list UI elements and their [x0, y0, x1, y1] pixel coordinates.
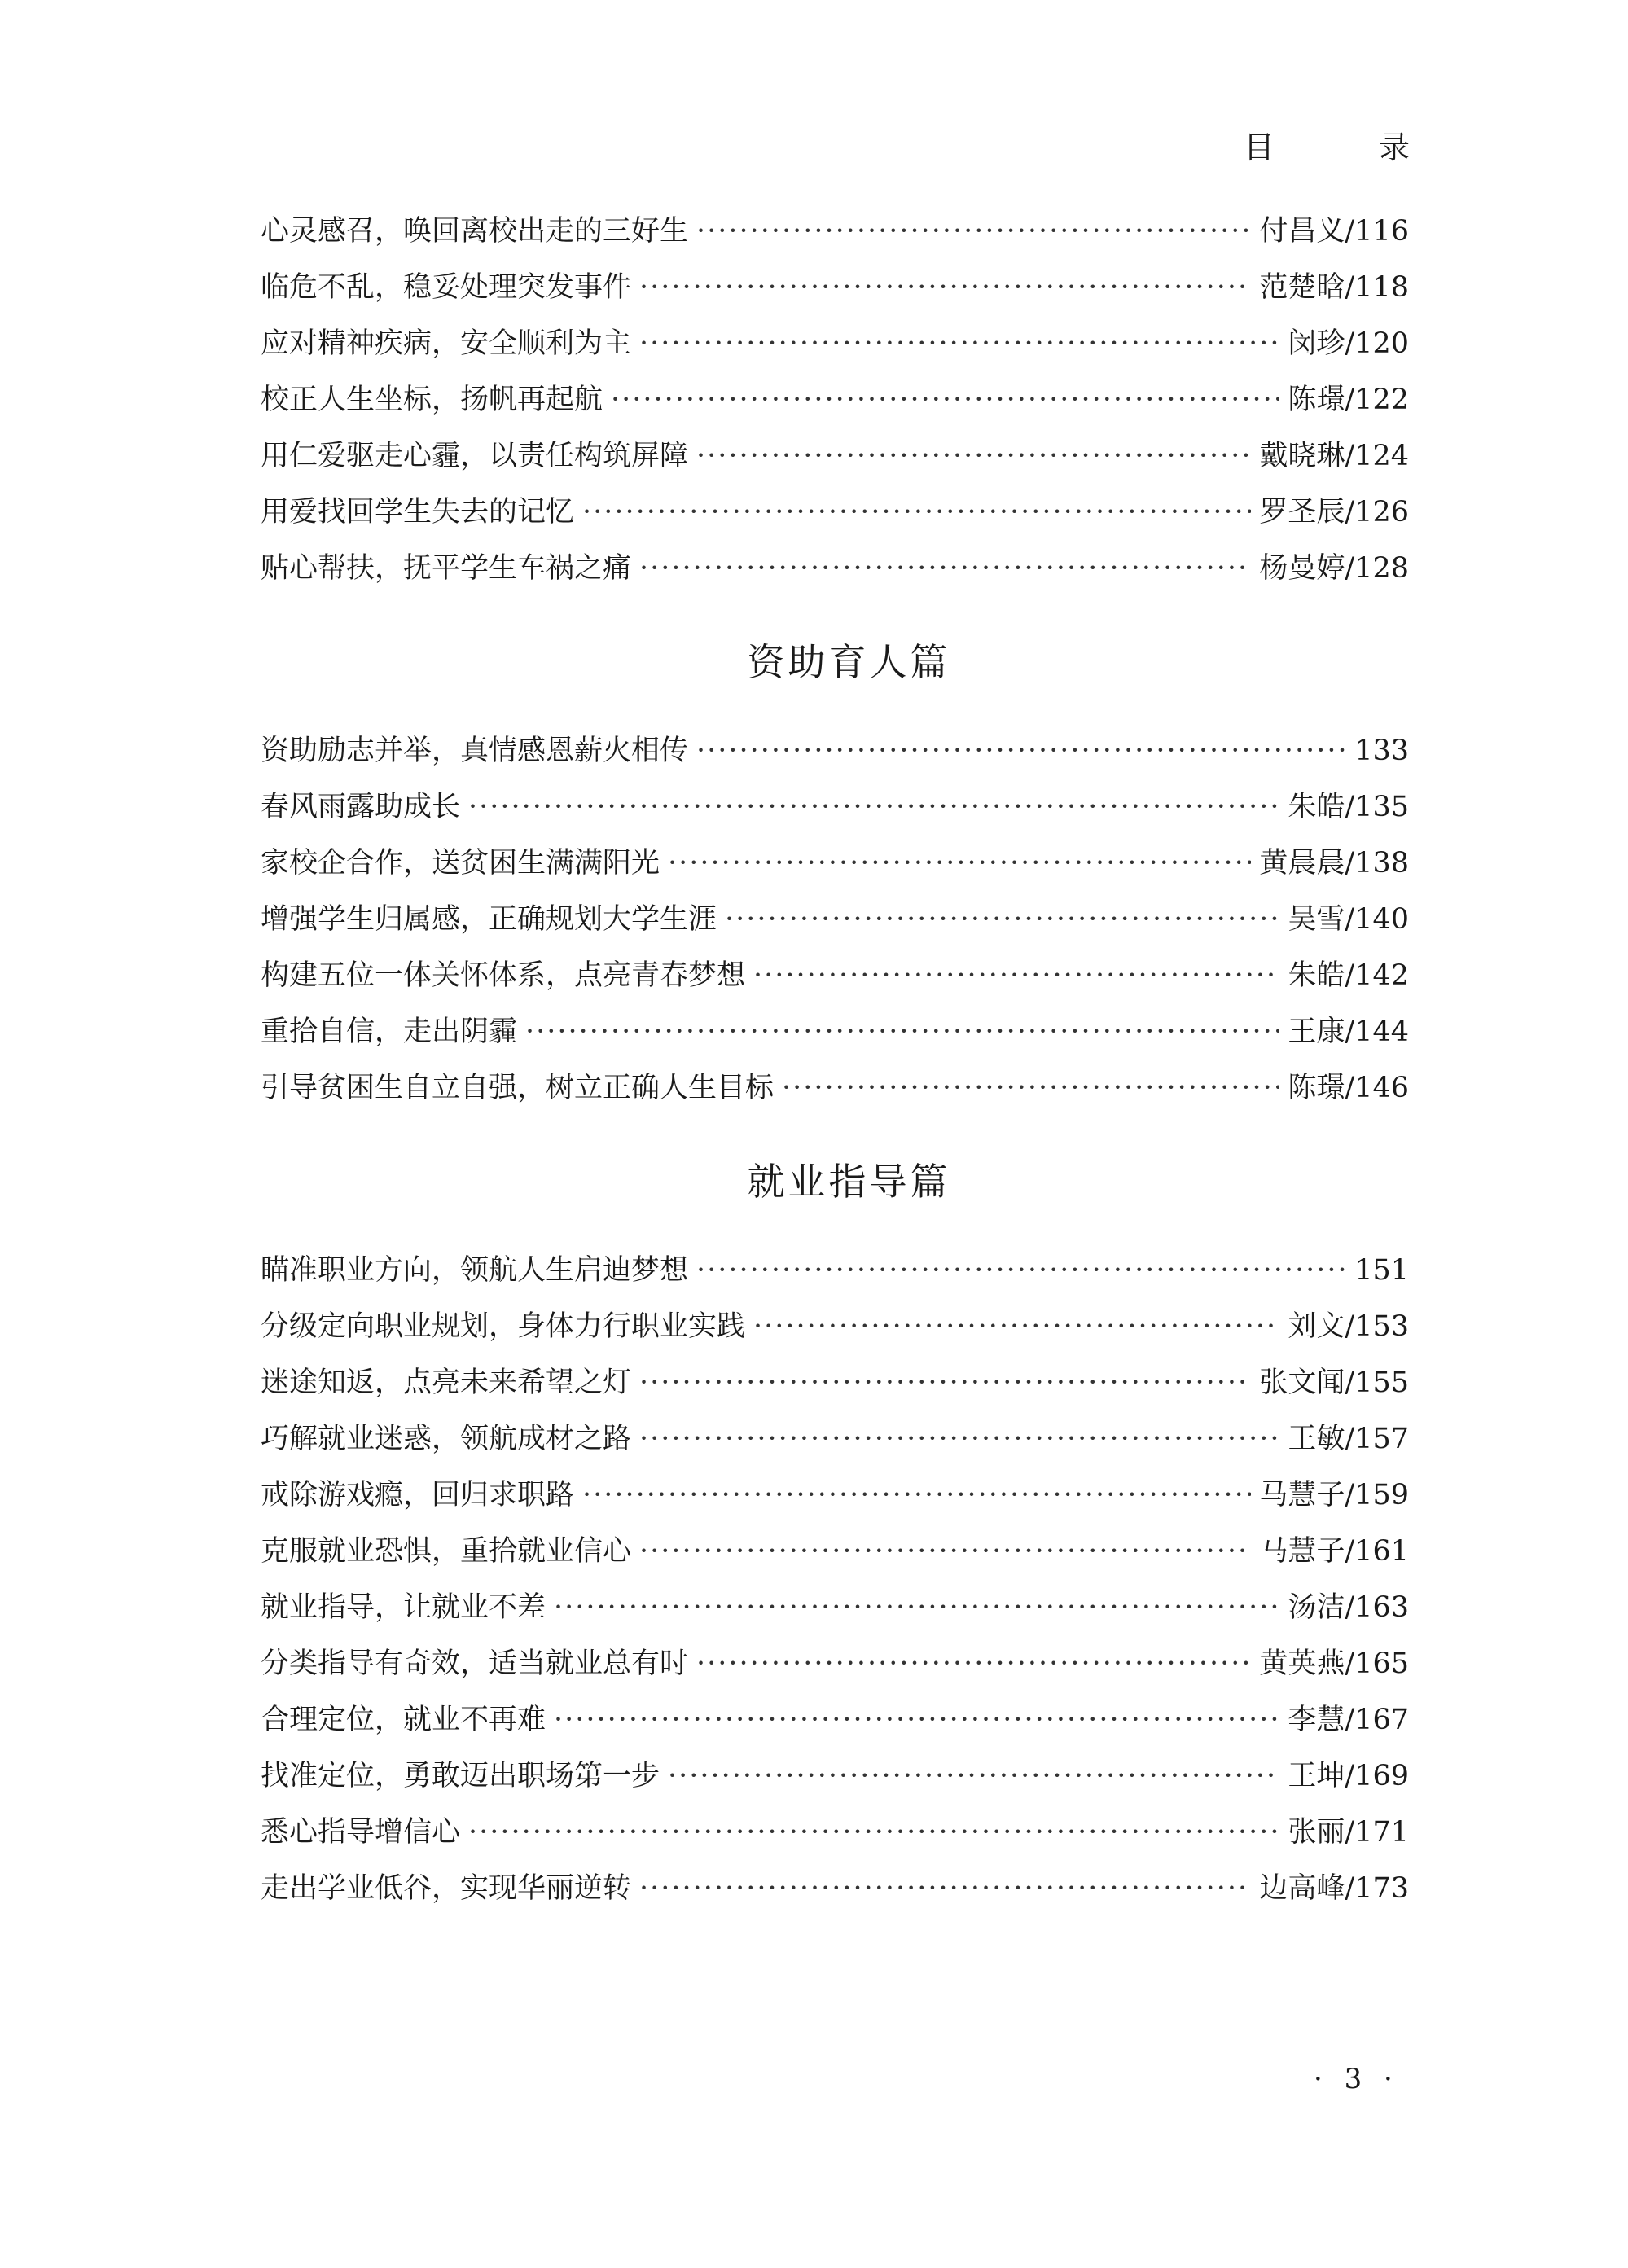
entry-title: 家校企合作，送贫困生满满阳光: [261, 847, 660, 880]
dot-leader: [725, 892, 1279, 948]
entry-title: 引导贫困生自立自强，树立正确人生目标: [261, 1072, 775, 1104]
entry-title: 重拾自信，走出阴霾: [261, 1016, 518, 1048]
entry-title: 悉心指导增信心: [261, 1816, 461, 1849]
dot-leader: [639, 541, 1251, 597]
toc-entry: [261, 1861, 1409, 1917]
dot-leader: [639, 1524, 1251, 1580]
dot-leader: [668, 1748, 1279, 1805]
entry-author-page: 李慧/167: [1288, 1704, 1409, 1736]
dot-leader: [696, 1243, 1346, 1299]
toc-entry: [261, 260, 1409, 316]
entry-title: 校正人生坐标，扬帆再起航: [261, 384, 603, 416]
toc-entry: [261, 1004, 1409, 1060]
dot-leader: [696, 723, 1346, 779]
entry-title: 分级定向职业规划，身体力行职业实践: [261, 1310, 746, 1343]
dot-leader: [525, 1004, 1279, 1060]
entry-title: 增强学生归属感，正确规划大学生涯: [261, 903, 717, 936]
toc-entry: [261, 1299, 1409, 1355]
entry-title: 戒除游戏瘾，回归求职路: [261, 1479, 575, 1511]
dot-leader: [554, 1580, 1279, 1636]
toc-entry: [261, 372, 1409, 428]
entry-author-page: 陈璟/146: [1288, 1072, 1409, 1104]
entry-title: 合理定位，就业不再难: [261, 1704, 546, 1736]
entry-title: 应对精神疾病，安全顺利为主: [261, 327, 632, 360]
entry-author-page: 朱皓/135: [1288, 791, 1409, 823]
toc-entry: [261, 1692, 1409, 1748]
dot-leader: [639, 1411, 1279, 1467]
toc-entry: [261, 1805, 1409, 1861]
entry-author-page: 151: [1354, 1254, 1409, 1287]
entry-author-page: 黄英燕/165: [1259, 1647, 1409, 1680]
entry-author-page: 陈璟/122: [1288, 384, 1409, 416]
toc-entry: [261, 1355, 1409, 1411]
entry-title: 就业指导，让就业不差: [261, 1591, 546, 1624]
page-number: · 3 ·: [1314, 2063, 1399, 2095]
entry-author-page: 付昌义/116: [1259, 215, 1409, 248]
entry-author-page: 吴雪/140: [1288, 903, 1409, 936]
dot-leader: [753, 1299, 1279, 1355]
toc-entry: [261, 836, 1409, 892]
toc-entry: [261, 892, 1409, 948]
dot-leader: [696, 204, 1251, 260]
dot-leader: [582, 1467, 1251, 1524]
dot-leader: [639, 316, 1279, 372]
entry-author-page: 戴晓琳/124: [1259, 440, 1409, 472]
entry-author-page: 罗圣辰/126: [1259, 496, 1409, 529]
entry-author-page: 王敏/157: [1288, 1423, 1409, 1455]
toc-entry: [261, 723, 1409, 779]
toc-entry: [261, 1243, 1409, 1299]
section-heading: 就业指导篇: [747, 1160, 951, 1204]
entry-author-page: 马慧子/161: [1259, 1535, 1409, 1568]
entry-title: 巧解就业迷惑，领航成材之路: [261, 1423, 632, 1455]
entry-title: 构建五位一体关怀体系，点亮青春梦想: [261, 959, 746, 992]
entry-title: 克服就业恐惧，重拾就业信心: [261, 1535, 632, 1568]
dot-leader: [668, 836, 1251, 892]
entry-author-page: 马慧子/159: [1259, 1479, 1409, 1511]
entry-title: 春风雨露助成长: [261, 791, 461, 823]
entry-title: 临危不乱，稳妥处理突发事件: [261, 271, 632, 304]
toc-entry: [261, 1748, 1409, 1805]
running-head: 目 录: [1243, 129, 1457, 165]
entry-title: 找准定位，勇敢迈出职场第一步: [261, 1760, 660, 1792]
toc-entry: [261, 1524, 1409, 1580]
entry-author-page: 朱皓/142: [1288, 959, 1409, 992]
entry-title: 贴心帮扶，抚平学生车祸之痛: [261, 552, 632, 585]
toc-entry: [261, 779, 1409, 836]
toc-entry: [261, 541, 1409, 597]
dot-leader: [696, 1636, 1251, 1692]
dot-leader: [468, 1805, 1279, 1861]
entry-author-page: 刘文/153: [1288, 1310, 1409, 1343]
entry-author-page: 范楚晗/118: [1259, 271, 1409, 304]
dot-leader: [753, 948, 1279, 1004]
entry-author-page: 汤洁/163: [1288, 1591, 1409, 1624]
entry-author-page: 王坤/169: [1288, 1760, 1409, 1792]
entry-author-page: 133: [1354, 735, 1409, 767]
entry-author-page: 闵珍/120: [1288, 327, 1409, 360]
toc-entry: [261, 1580, 1409, 1636]
dot-leader: [468, 779, 1279, 836]
dot-leader: [554, 1692, 1279, 1748]
toc-entry: [261, 1060, 1409, 1116]
entry-author-page: 黄晨晨/138: [1259, 847, 1409, 880]
entry-title: 瞄准职业方向，领航人生启迪梦想: [261, 1254, 689, 1287]
entry-title: 迷途知返，点亮未来希望之灯: [261, 1367, 632, 1399]
entry-title: 走出学业低谷，实现华丽逆转: [261, 1872, 632, 1905]
entry-title: 分类指导有奇效，适当就业总有时: [261, 1647, 689, 1680]
entry-title: 心灵感召，唤回离校出走的三好生: [261, 215, 689, 248]
toc-entry: [261, 1411, 1409, 1467]
entry-author-page: 王康/144: [1288, 1016, 1409, 1048]
entry-author-page: 张丽/171: [1288, 1816, 1409, 1849]
entry-title: 用仁爱驱走心霾，以责任构筑屏障: [261, 440, 689, 472]
toc-entry: [261, 204, 1409, 260]
entry-title: 资助励志并举，真情感恩薪火相传: [261, 735, 689, 767]
dot-leader: [639, 1861, 1251, 1917]
entry-author-page: 边高峰/173: [1259, 1872, 1409, 1905]
entry-title: 用爱找回学生失去的记忆: [261, 496, 575, 529]
table-of-contents: [261, 204, 1409, 1917]
entry-author-page: 张文闻/155: [1259, 1367, 1409, 1399]
dot-leader: [611, 372, 1279, 428]
dot-leader: [639, 1355, 1251, 1411]
dot-leader: [639, 260, 1251, 316]
entry-author-page: 杨曼婷/128: [1259, 552, 1409, 585]
dot-leader: [696, 428, 1251, 485]
dot-leader: [582, 485, 1251, 541]
toc-entry: [261, 485, 1409, 541]
dot-leader: [782, 1060, 1279, 1116]
toc-entry: [261, 316, 1409, 372]
toc-entry: [261, 1467, 1409, 1524]
toc-entry: [261, 1636, 1409, 1692]
toc-entry: [261, 948, 1409, 1004]
toc-entry: [261, 428, 1409, 485]
section-heading: 资助育人篇: [747, 640, 951, 684]
